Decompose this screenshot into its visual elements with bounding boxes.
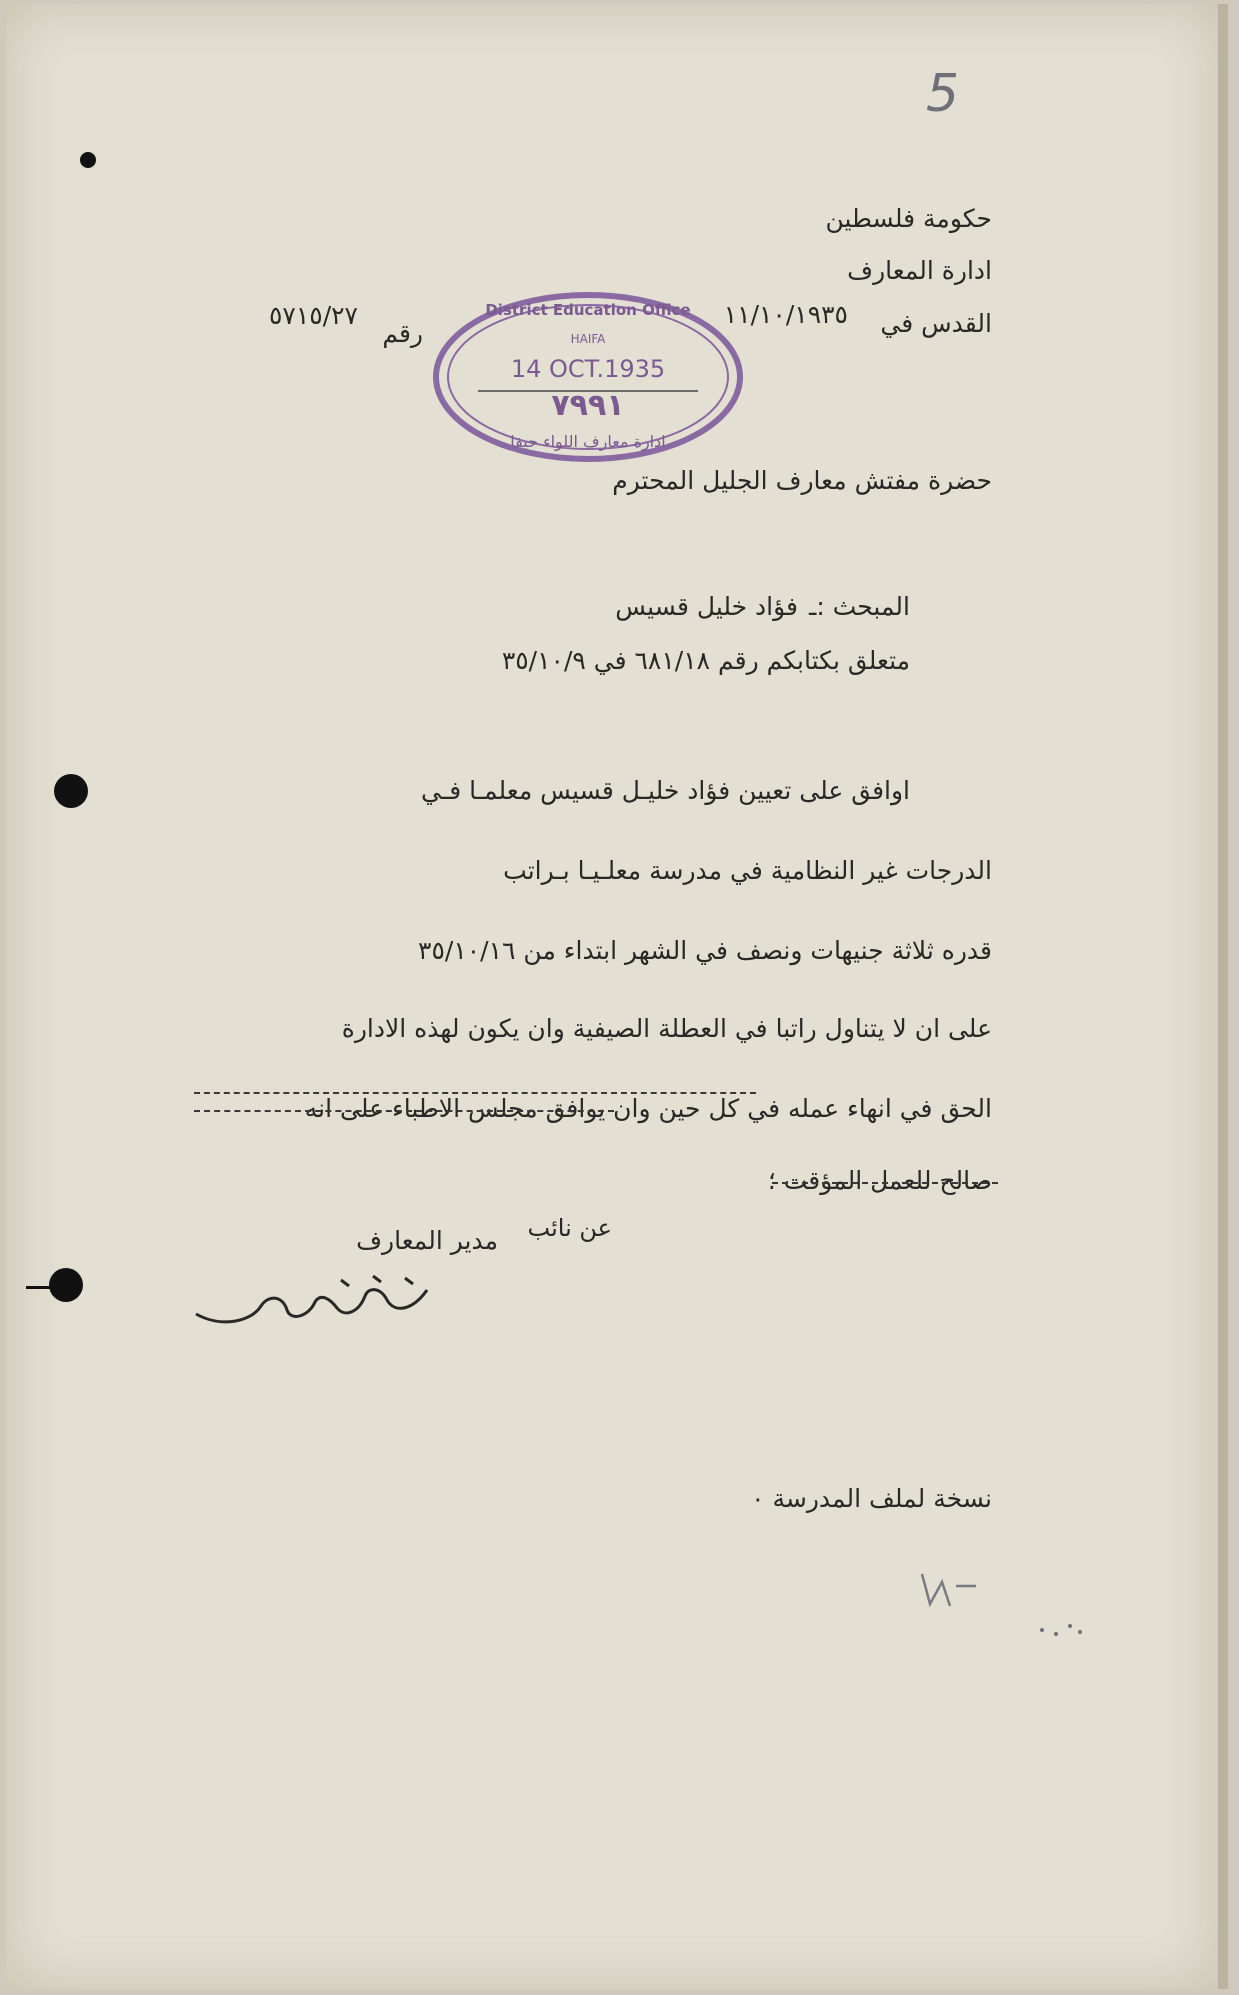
stamp-city: HAIFA (570, 332, 606, 346)
handwritten-signature (191, 1266, 441, 1336)
received-stamp (428, 287, 748, 467)
stamp-date: 14 OCT.1935 (510, 355, 666, 383)
ref-label: رقم (382, 319, 423, 348)
strike-rule-3 (772, 1182, 998, 1184)
subject-label: المبحث :ـ (809, 592, 910, 621)
pencil-initials (916, 1564, 986, 1614)
subject-reference: متعلق بكتابكم رقم ٦٨١/١٨ في ٣٥/١٠/٩ (501, 646, 910, 675)
letterhead-government: حكومة فلسطين (825, 204, 992, 233)
addressee: حضرة مفتش معارف الجليل المحترم (612, 466, 992, 495)
body-line-5: الحق في انهاء عمله في كل حين وان يوافق مجلس الاطباء على انه (304, 1094, 992, 1123)
body-line-2: الدرجات غير النظامية في مدرسة معلـيـا بـراتب (503, 856, 992, 885)
copy-note: نسخة لملف المدرسة ٠ (751, 1484, 992, 1513)
place-prefix: القدس في (880, 309, 992, 338)
body-line-1: اوافق على تعيين فؤاد خليـل قسيس معلمـا فـي (421, 776, 910, 805)
subject-value: فؤاد خليل قسيس (615, 592, 798, 621)
signature-title: مدير المعارف (356, 1226, 498, 1255)
stamp-office: District Education Office (485, 301, 691, 319)
document-page (6, 4, 1228, 1989)
body-line-6: صالح للعمل المؤقت ؛ (767, 1166, 992, 1195)
stamp-number: ٧٩٩١ (551, 388, 625, 423)
pencil-dots (1036, 1618, 1086, 1642)
strike-rule-2 (194, 1110, 614, 1112)
hole-tear (26, 1286, 52, 1289)
punch-hole-middle (54, 774, 88, 808)
body-line-3: قدره ثلاثة جنيهات ونصف في الشهر ابتداء من ٣٥/١٠/١٦ (418, 936, 992, 965)
letter-date: ١١/١٠/١٩٣٥ (723, 300, 848, 329)
page-number: 5 (926, 64, 960, 124)
letterhead-department: ادارة المعارف (847, 256, 992, 285)
stamp-arabic: ادارة معارف اللواء حيفا (510, 432, 666, 451)
punch-hole-top (80, 152, 96, 168)
strike-rule-1 (194, 1092, 756, 1094)
punch-hole-bottom (49, 1268, 83, 1302)
body-line-4: على ان لا يتناول راتبا في العطلة الصيفية وان يكون لهذه الادارة (341, 1014, 992, 1043)
ref-number: ٥٧١٥/٢٧ (269, 301, 358, 330)
signature-on-behalf: عن نائب (527, 1214, 612, 1242)
